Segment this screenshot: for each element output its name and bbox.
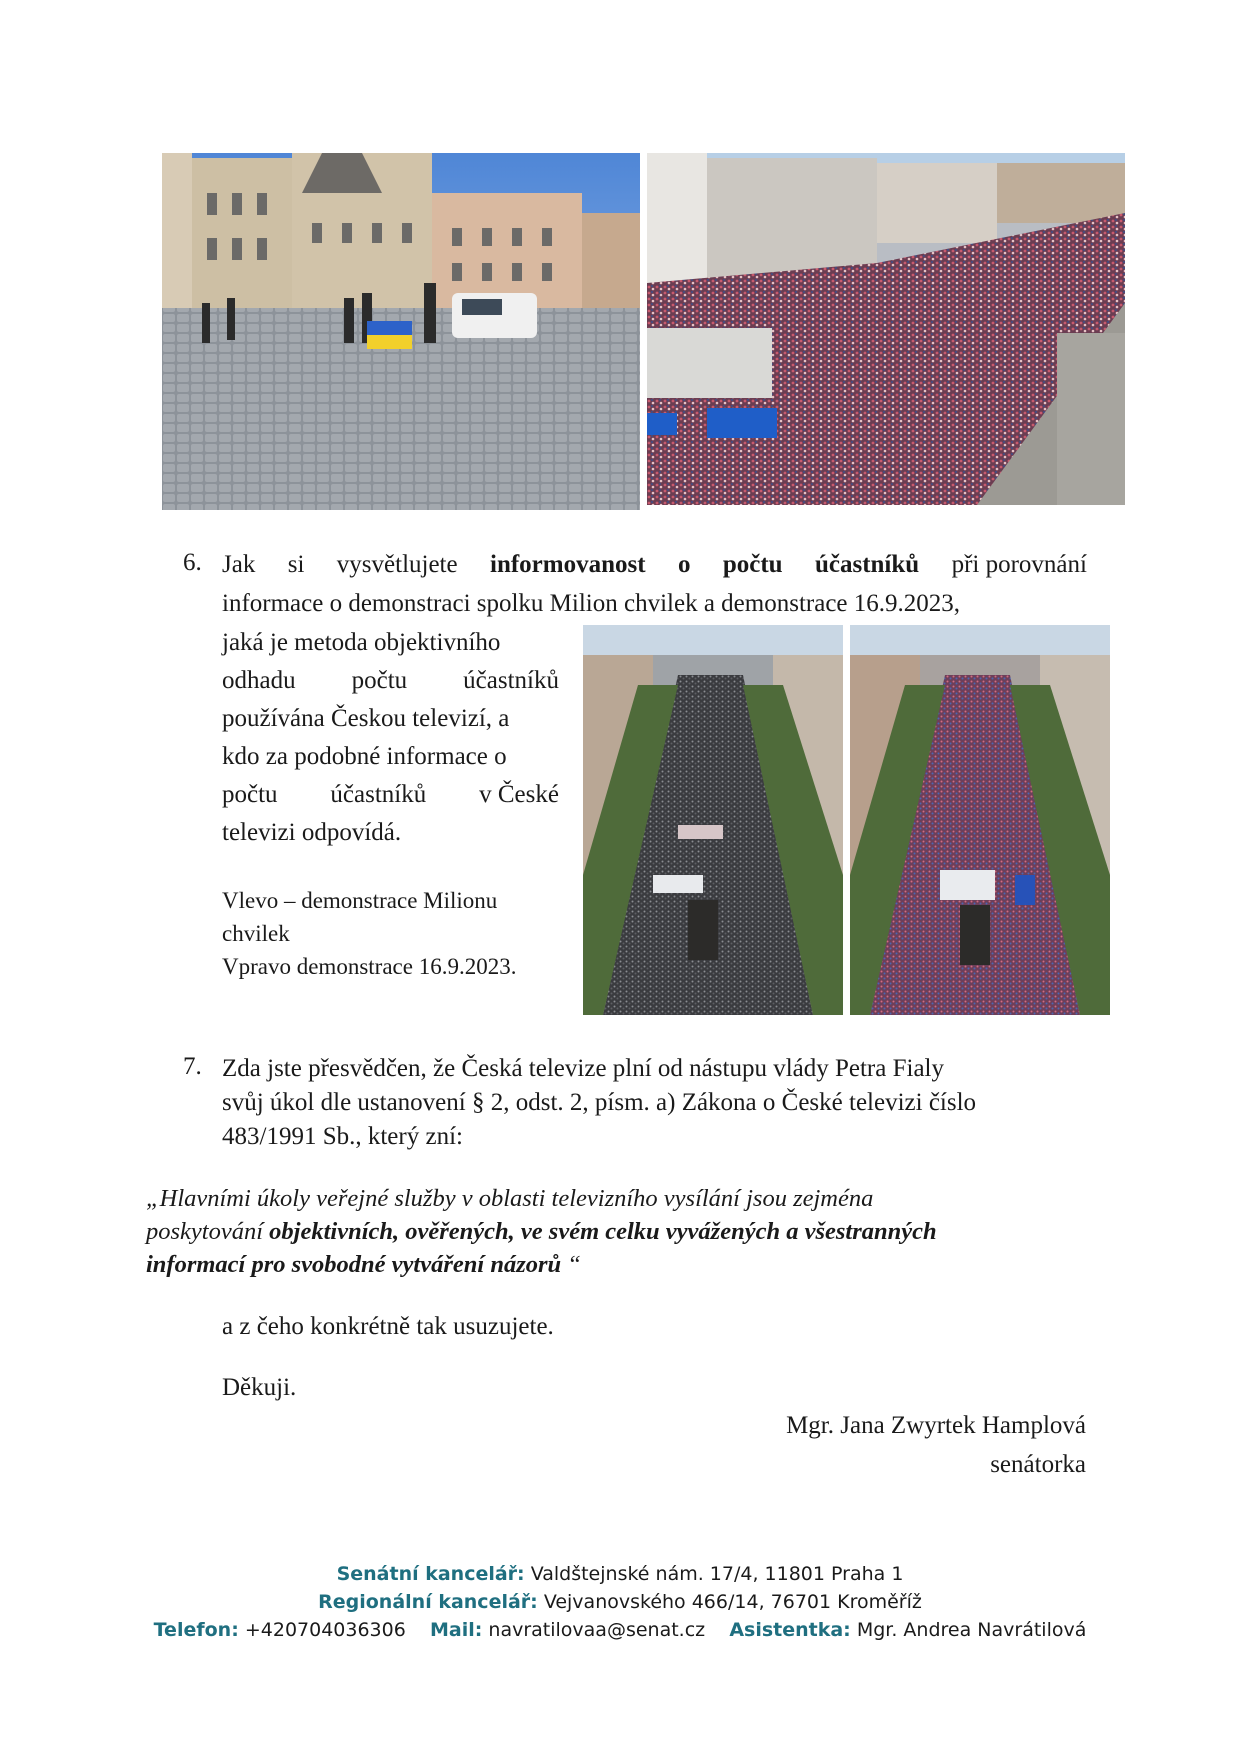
footer-senate-office [0, 1563, 1240, 1585]
q6-wrapped-word: počtu [222, 781, 278, 808]
q6-wrapped-text: jaká je metoda objektivního [222, 629, 501, 656]
q6-word: při porovnání [951, 551, 1087, 578]
q6-bold-word: počtu [722, 551, 783, 578]
q6-bold-word: o [677, 551, 691, 578]
signature-title: senátorka [990, 1451, 1086, 1478]
question-7-number: 7. [183, 1053, 202, 1080]
question-7-line-2: svůj úkol dle ustanovení § 2, odst. 2, písm. a) Zákona o České televizi číslo [222, 1089, 977, 1116]
q6-wrapped-word: odhadu [222, 667, 296, 694]
signature-name: Mgr. Jana Zwyrtek Hamplová [786, 1412, 1086, 1439]
quote-line-1: „Hlavními úkoly veřejné služby v oblasti televizního vysílání jsou zejména [146, 1185, 874, 1212]
q6-word: si [287, 551, 305, 578]
q6-wrapped-word: účastníků [463, 667, 559, 694]
q6-bold-word: účastníků [814, 551, 920, 578]
question-6-line-2: informace o demonstraci spolku Milion chvilek a demonstrace 16.9.2023, [222, 590, 961, 617]
q6-bold-word: informovanost [490, 551, 646, 578]
question-6-wrapped-line [222, 662, 559, 700]
photo-caption-left-1: Vlevo – demonstrace Milionu [222, 888, 498, 913]
q6-wrapped-word: v České [479, 781, 559, 808]
quote-line-2 [146, 1215, 1086, 1248]
quote-bold-text: objektivních, ověřených, ve svém celku vyvážených a všestranných [269, 1218, 937, 1245]
footer-mail[interactable]: navratilovaa@senat.cz [488, 1619, 706, 1641]
footer-label: Telefon: [153, 1619, 239, 1641]
photo-caption-right: Vpravo demonstrace 16.9.2023. [222, 954, 517, 979]
footer-assistant: Mgr. Andrea Navrátilová [856, 1619, 1087, 1641]
photo-wenceslas-square-crowd [647, 153, 1125, 505]
photo-demonstration-16-9-2023 [850, 625, 1110, 1015]
footer-label: Mail: [430, 1619, 483, 1641]
question-7-line-3: 483/1991 Sb., který zní: [222, 1123, 463, 1150]
question-6-line-1 [222, 546, 1087, 584]
question-6-wrapped-line: televizi odpovídá. [222, 819, 402, 846]
quote-closing-mark: “ [567, 1251, 581, 1278]
question-7-line-1: Zda jste přesvědčen, že Česká televize plní od nástupu vlády Petra Fialy [222, 1055, 944, 1082]
quote-text: poskytování [146, 1218, 270, 1245]
quote-line-3 [146, 1248, 1086, 1281]
q6-word: vysvětlujete [336, 551, 458, 578]
q6-wrapped-word: počtu [351, 667, 408, 694]
quote-bold-text: informací pro svobodné vytváření názorů [146, 1251, 562, 1278]
question-6-number: 6. [183, 549, 202, 576]
law-quote [146, 1182, 1086, 1281]
footer-value: Vejvanovského 466/14, 76701 Kroměříž [543, 1591, 922, 1613]
q6-wrapped-word: účastníků [330, 781, 427, 808]
footer-value: Valdštejnské nám. 17/4, 11801 Praha 1 [530, 1563, 904, 1585]
thanks: Děkuji. [222, 1374, 297, 1401]
footer-regional-office [0, 1591, 1240, 1613]
question-6-wrapped-line [222, 624, 559, 662]
photo-old-town-square [162, 153, 640, 510]
question-6-wrapped-line: kdo za podobné informace o [222, 743, 507, 770]
footer-label: Regionální kancelář: [318, 1591, 538, 1613]
footer-contacts [0, 1619, 1240, 1641]
q6-word: Jak [222, 551, 256, 578]
question-6-wrapped-line [222, 776, 559, 814]
followup-question: a z čeho konkrétně tak usuzujete. [222, 1313, 554, 1340]
footer-phone: +420704036306 [244, 1619, 406, 1641]
photo-milion-chvilek-demonstration [583, 625, 843, 1015]
question-6-wrapped-line: používána Českou televizí, a [222, 705, 510, 732]
footer-label: Asistentka: [729, 1619, 851, 1641]
footer-label: Senátní kancelář: [336, 1563, 525, 1585]
photo-caption-left-2: chvilek [222, 921, 290, 946]
